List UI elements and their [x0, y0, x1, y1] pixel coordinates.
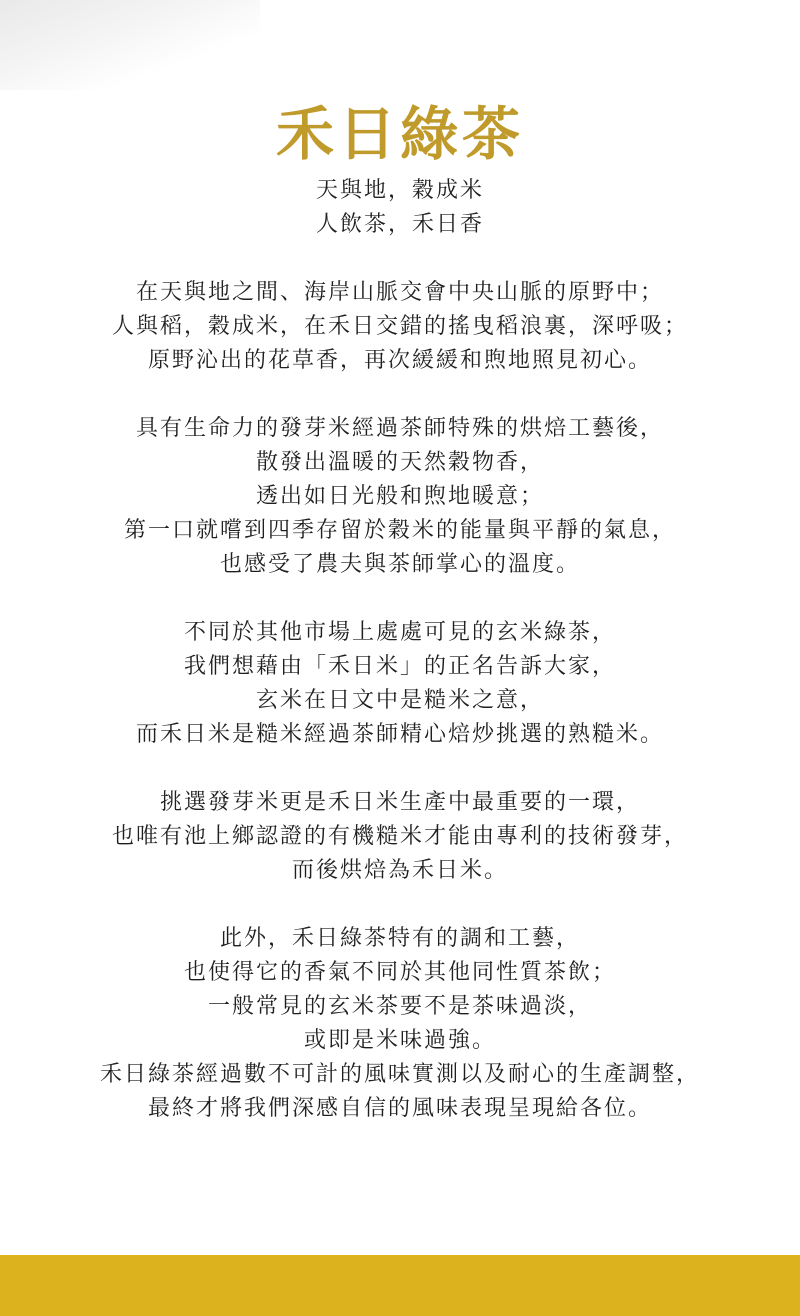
text-line: 挑選發芽米更是禾日米生產中最重要的一環， — [159, 790, 640, 815]
text-line: 玄米在日文中是糙米之意， — [255, 688, 544, 713]
text-line: 此外，禾日綠茶特有的調和工藝， — [219, 926, 580, 951]
text-line: 也感受了農夫與茶師掌心的溫度。 — [219, 552, 580, 577]
text-line: 人飲茶，禾日香 — [315, 212, 484, 237]
text-line: 天與地，穀成米 — [315, 178, 484, 203]
text-line: 散發出溫暖的天然穀物香， — [255, 450, 544, 475]
text-line: 具有生命力的發芽米經過茶師特殊的烘焙工藝後， — [135, 416, 664, 441]
paragraph — [0, 174, 800, 242]
corner-shade — [0, 0, 260, 90]
text-line: 禾日綠茶經過數不可計的風味實測以及耐心的生產調整， — [99, 1062, 700, 1087]
paragraph — [0, 276, 800, 378]
text-line: 原野沁出的花草香，再次緩緩和煦地照見初心。 — [147, 348, 652, 373]
footer-bar — [0, 1255, 800, 1316]
paragraph — [0, 412, 800, 582]
text-line: 或即是米味過強。 — [303, 1028, 496, 1053]
text-line: 人與稻，穀成米，在禾日交錯的搖曳稻浪裏，深呼吸； — [111, 314, 688, 339]
paragraph — [0, 616, 800, 752]
text-line: 我們想藉由「禾日米」的正名告訴大家， — [183, 654, 616, 679]
text-line: 也唯有池上鄉認證的有機糙米才能由專利的技術發芽， — [111, 824, 688, 849]
paragraph — [0, 922, 800, 1126]
text-line: 第一口就嚐到四季存留於穀米的能量與平靜的氣息， — [123, 518, 676, 543]
text-line: 不同於其他市場上處處可見的玄米綠茶， — [183, 620, 616, 645]
text-line: 透出如日光般和煦地暖意； — [255, 484, 544, 509]
text-line: 而後烘焙為禾日米。 — [291, 858, 508, 883]
text-line: 最終才將我們深感自信的風味表現呈現給各位。 — [147, 1096, 652, 1121]
text-line: 而禾日米是糙米經過茶師精心焙炒挑選的熟糙米。 — [135, 722, 664, 747]
page-title: 禾日綠茶 — [275, 99, 524, 168]
paragraph — [0, 786, 800, 888]
text-line: 也使得它的香氣不同於其他同性質茶飲； — [183, 960, 616, 985]
article-body — [0, 174, 800, 1160]
text-line: 在天與地之間、海岸山脈交會中央山脈的原野中； — [135, 280, 664, 305]
text-line: 一般常見的玄米茶要不是茶味過淡， — [207, 994, 592, 1019]
